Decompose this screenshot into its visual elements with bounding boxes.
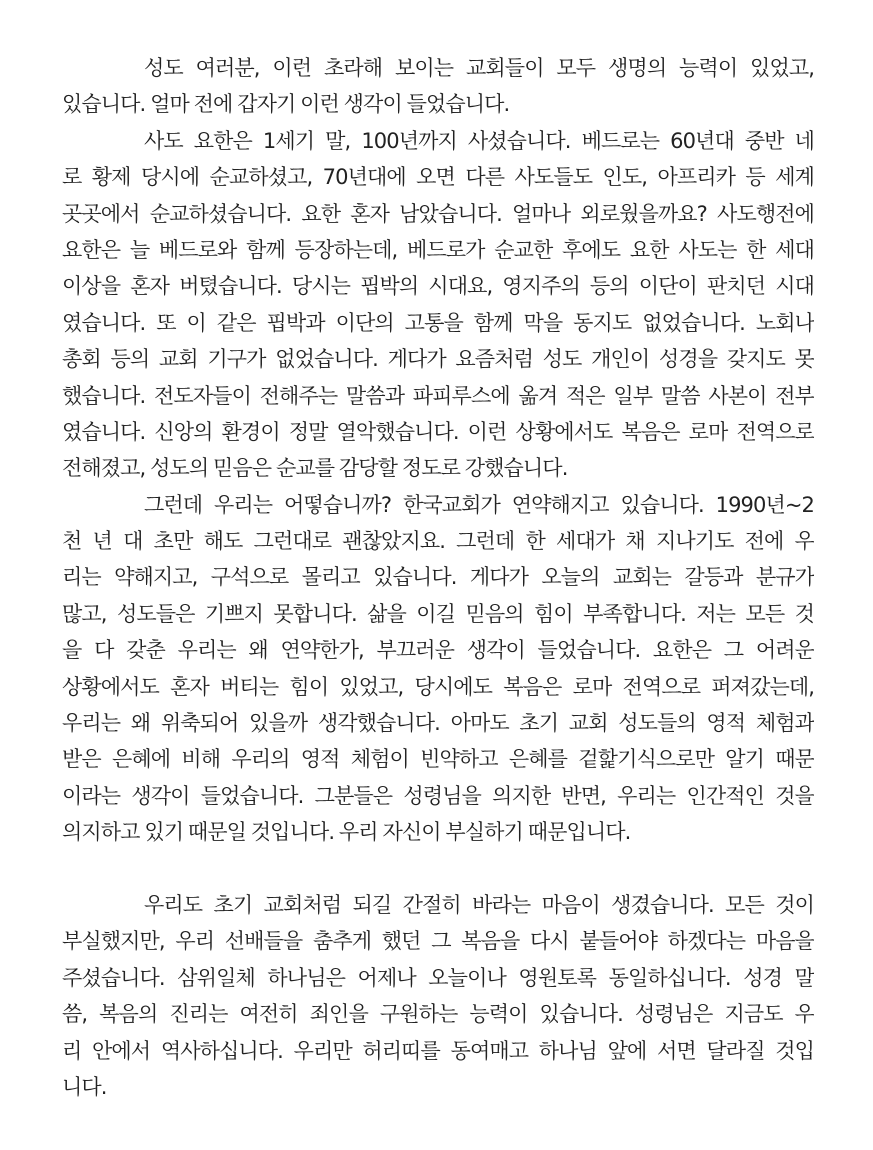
paragraph (62, 887, 814, 1105)
text-line: 요한은 늘 베드로와 함께 등장하는데, 베드로가 순교한 후에도 요한 사도는 한 세대 (62, 237, 814, 262)
text-line: 있습니다. 얼마 전에 갑자기 이런 생각이 들었습니다. (62, 92, 510, 117)
paragraph (62, 487, 814, 851)
text-line: 로 황제 당시에 순교하셨고, 70년대에 오면 다른 사도들도 인도, 아프리카 등 세계 (62, 165, 814, 190)
text-line: 우리는 왜 위축되어 있을까 생각했습니다. 아마도 초기 교회 성도들의 영적 체험과 (62, 711, 814, 736)
text-line: 리는 약해지고, 구석으로 몰리고 있습니다. 게다가 오늘의 교회는 갈등과 분규가 (62, 565, 814, 590)
text-line: 이라는 생각이 들었습니다. 그분들은 성령님을 의지한 반면, 우리는 인간적인 것을 (62, 783, 814, 808)
text-line: 씀, 복음의 진리는 여전히 죄인을 구원하는 능력이 있습니다. 성령님은 지금도 우 (62, 1002, 814, 1027)
text-line: 사도 요한은 1세기 말, 100년까지 사셨습니다. 베드로는 60년대 중반 네 (144, 128, 814, 153)
text-line: 부실했지만, 우리 선배들을 춤추게 했던 그 복음을 다시 붙들어야 하겠다는 마음을 (62, 929, 814, 954)
text-line: 상황에서도 혼자 버티는 힘이 있었고, 당시에도 복음은 로마 전역으로 퍼져갔는데, (62, 674, 814, 699)
text-line: 많고, 성도들은 기쁘지 못합니다. 삶을 이길 믿음의 힘이 부족합니다. 저는 모든 것 (62, 601, 814, 626)
paragraph-spacer (62, 851, 814, 887)
paragraph (62, 123, 814, 487)
text-line: 니다. (62, 1074, 107, 1099)
text-line: 받은 은혜에 비해 우리의 영적 체험이 빈약하고 은혜를 겉핥기식으로만 알기 때문 (62, 747, 814, 772)
text-line: 했습니다. 전도자들이 전해주는 말씀과 파피루스에 옮겨 적은 일부 말씀 사본이 전부 (62, 383, 814, 408)
text-line: 그런데 우리는 어떻습니까? 한국교회가 연약해지고 있습니다. 1990년~2 (144, 492, 814, 517)
paragraph (62, 50, 814, 123)
text-line: 천 년 대 초만 해도 그런대로 괜찮았지요. 그런데 한 세대가 채 지나기도 전에 우 (62, 529, 814, 554)
text-line: 의지하고 있기 때문일 것입니다. 우리 자신이 부실하기 때문입니다. (62, 820, 631, 845)
text-line: 였습니다. 또 이 같은 핍박과 이단의 고통을 함께 막을 동지도 없었습니다. 노회나 (62, 310, 814, 335)
text-line: 이상을 혼자 버텼습니다. 당시는 핍박의 시대요, 영지주의 등의 이단이 판치던 시대 (62, 274, 814, 299)
text-line: 리 안에서 역사하십니다. 우리만 허리띠를 동여매고 하나님 앞에 서면 달라질 것입 (62, 1038, 814, 1063)
text-line: 성도 여러분, 이런 초라해 보이는 교회들이 모두 생명의 능력이 있었고, (144, 56, 814, 80)
text-line: 우리도 초기 교회처럼 되길 간절히 바라는 마음이 생겼습니다. 모든 것이 (144, 892, 814, 917)
text-line: 총회 등의 교회 기구가 없었습니다. 게다가 요즘처럼 성도 개인이 성경을 갖지도 못 (62, 347, 814, 372)
text-line: 였습니다. 신앙의 환경이 정말 열악했습니다. 이런 상황에서도 복음은 로마 전역으로 (62, 419, 814, 444)
text-line: 주셨습니다. 삼위일체 하나님은 어제나 오늘이나 영원토록 동일하십니다. 성경 말 (62, 965, 814, 990)
text-line: 전해졌고, 성도의 믿음은 순교를 감당할 정도로 강했습니다. (62, 456, 568, 481)
text-line: 을 다 갖춘 우리는 왜 연약한가, 부끄러운 생각이 들었습니다. 요한은 그 어려운 (62, 638, 814, 663)
document-body (62, 50, 814, 1105)
text-line: 곳곳에서 순교하셨습니다. 요한 혼자 남았습니다. 얼마나 외로웠을까요? 사도행전에 (62, 201, 814, 226)
